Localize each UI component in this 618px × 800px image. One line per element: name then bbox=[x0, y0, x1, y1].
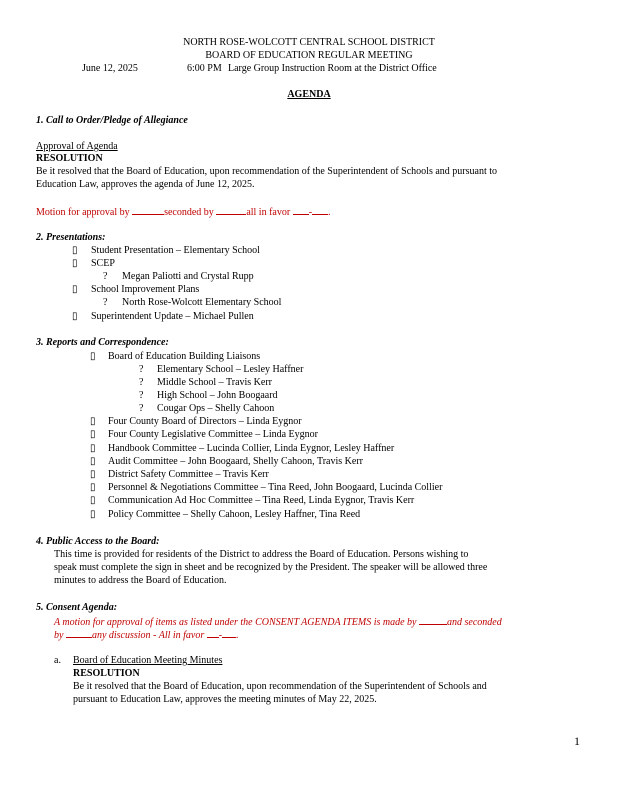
agenda-title: AGENDA bbox=[287, 89, 331, 100]
consent-motion-by: by bbox=[54, 630, 64, 641]
bullet-icon: ▯ bbox=[90, 495, 96, 506]
public-access-line-2: speak must complete the sign in sheet and be recognized by the President. The speaker will be allowed three bbox=[54, 562, 488, 573]
list-item: ▯ Four County Board of Directors – Linda Eygnor bbox=[90, 416, 302, 427]
district-name: NORTH ROSE-WOLCOTT CENTRAL SCHOOL DISTRICT bbox=[183, 37, 435, 48]
sub-list-item: ? North Rose-Wolcott Elementary School bbox=[103, 297, 282, 308]
sub-list-item: ? Megan Paliotti and Crystal Rupp bbox=[103, 271, 254, 282]
sub-bullet-icon: ? bbox=[139, 377, 144, 388]
item-a-title: Board of Education Meeting Minutes bbox=[73, 655, 223, 666]
list-item: ▯ Communication Ad Hoc Committee – Tina Reed, Linda Eygnor, Travis Kerr bbox=[90, 495, 415, 506]
resolution-text-line-1: Be it resolved that the Board of Education, upon recommendation of the Superintendent of Schools and pursuant to bbox=[36, 166, 498, 177]
motion-text-period: . bbox=[328, 207, 331, 218]
motion-text-by: Motion for approval by bbox=[36, 207, 130, 218]
bullet-icon: ▯ bbox=[90, 456, 96, 467]
list-item: ▯ Personnel & Negotiations Committee – Tina Reed, John Boogaard, Lucinda Collier bbox=[90, 482, 443, 493]
motion-blank-no[interactable] bbox=[312, 205, 328, 215]
list-item: ▯ Superintendent Update – Michael Pullen bbox=[72, 311, 254, 322]
motion-blank-yes[interactable] bbox=[293, 205, 309, 215]
sub-list-item: ? Middle School – Travis Kerr bbox=[139, 377, 272, 388]
sub-bullet-icon: ? bbox=[103, 297, 108, 308]
public-access-line-3: minutes to address the Board of Education. bbox=[54, 575, 227, 586]
consent-motion-line-2 bbox=[54, 628, 239, 642]
bullet-icon: ▯ bbox=[72, 245, 78, 256]
approval-of-agenda-label: Approval of Agenda bbox=[36, 141, 118, 152]
item-a-resolution-label: RESOLUTION bbox=[73, 668, 140, 679]
consent-blank-no[interactable] bbox=[222, 628, 236, 638]
sub-list-item: ? High School – John Boogaard bbox=[139, 390, 278, 401]
section-3-heading: 3. Reports and Correspondence: bbox=[36, 337, 169, 348]
motion-line bbox=[36, 205, 331, 219]
section-5-heading: 5. Consent Agenda: bbox=[36, 602, 118, 613]
sub-bullet-icon: ? bbox=[139, 390, 144, 401]
item-a-text-line-1: Be it resolved that the Board of Education, upon recommendation of the Superintendent of Schools and bbox=[73, 681, 487, 692]
list-item: ▯ Policy Committee – Shelly Cahoon, Lesley Haffner, Tina Reed bbox=[90, 509, 361, 520]
resolution-label: RESOLUTION bbox=[36, 153, 103, 164]
bullet-icon: ▯ bbox=[90, 443, 96, 454]
motion-text-dash: - bbox=[308, 207, 313, 218]
bullet-icon: ▯ bbox=[90, 429, 96, 440]
motion-blank-seconder[interactable] bbox=[216, 205, 246, 215]
bullet-icon: ▯ bbox=[72, 258, 78, 269]
consent-motion-discussion: any discussion - All in favor bbox=[91, 630, 205, 641]
bullet-icon: ▯ bbox=[90, 351, 96, 362]
motion-text-all-in-favor: all in favor bbox=[246, 207, 291, 218]
section-2-heading: 2. Presentations: bbox=[36, 232, 106, 243]
item-a-letter: a. bbox=[54, 655, 61, 666]
sub-bullet-icon: ? bbox=[139, 403, 144, 414]
list-item: ▯ SCEP bbox=[72, 258, 115, 269]
meeting-location: Large Group Instruction Room at the District Office bbox=[228, 63, 437, 74]
bullet-icon: ▯ bbox=[90, 482, 96, 493]
bullet-icon: ▯ bbox=[90, 509, 96, 520]
resolution-text-line-2: Education Law, approves the agenda of June 12, 2025. bbox=[36, 179, 255, 190]
list-item: ▯ Audit Committee – John Boogaard, Shelly Cahoon, Travis Kerr bbox=[90, 456, 363, 467]
consent-motion-period: . bbox=[236, 630, 239, 641]
list-item: ▯ School Improvement Plans bbox=[72, 284, 200, 295]
consent-motion-seconded: and seconded bbox=[447, 617, 502, 628]
list-item: ▯ Board of Education Building Liaisons bbox=[90, 351, 261, 362]
consent-blank-mover[interactable] bbox=[419, 615, 447, 625]
consent-blank-seconder[interactable] bbox=[66, 628, 92, 638]
bullet-icon: ▯ bbox=[90, 469, 96, 480]
sub-bullet-icon: ? bbox=[139, 364, 144, 375]
sub-bullet-icon: ? bbox=[103, 271, 108, 282]
consent-blank-yes[interactable] bbox=[207, 628, 219, 638]
sub-list-item: ? Elementary School – Lesley Haffner bbox=[139, 364, 304, 375]
page-number: 1 bbox=[574, 734, 580, 748]
bullet-icon: ▯ bbox=[90, 416, 96, 427]
section-1-heading: 1. Call to Order/Pledge of Allegiance bbox=[36, 115, 188, 126]
list-item: ▯ Student Presentation – Elementary School bbox=[72, 245, 260, 256]
list-item: ▯ Four County Legislative Committee – Linda Eygnor bbox=[90, 429, 318, 440]
consent-motion-text: A motion for approval of items as listed under the CONSENT AGENDA ITEMS is made by bbox=[54, 617, 417, 628]
consent-motion-line-1 bbox=[54, 615, 502, 629]
motion-blank-mover[interactable] bbox=[132, 205, 164, 215]
meeting-name: BOARD OF EDUCATION REGULAR MEETING bbox=[205, 50, 413, 61]
bullet-icon: ▯ bbox=[72, 311, 78, 322]
list-item: ▯ District Safety Committee – Travis Kerr bbox=[90, 469, 269, 480]
meeting-time: 6:00 PM bbox=[187, 63, 222, 74]
section-4-heading: 4. Public Access to the Board: bbox=[36, 536, 160, 547]
bullet-icon: ▯ bbox=[72, 284, 78, 295]
motion-text-seconded: seconded by bbox=[164, 207, 214, 218]
list-item: ▯ Handbook Committee – Lucinda Collier, Linda Eygnor, Lesley Haffner bbox=[90, 443, 395, 454]
sub-list-item: ? Cougar Ops – Shelly Cahoon bbox=[139, 403, 275, 414]
public-access-line-1: This time is provided for residents of the District to address the Board of Education. Persons wishing to bbox=[54, 549, 469, 560]
item-a-text-line-2: pursuant to Education Law, approves the meeting minutes of May 22, 2025. bbox=[73, 694, 377, 705]
consent-motion-dash: - bbox=[218, 630, 223, 641]
meeting-date: June 12, 2025 bbox=[82, 63, 138, 74]
